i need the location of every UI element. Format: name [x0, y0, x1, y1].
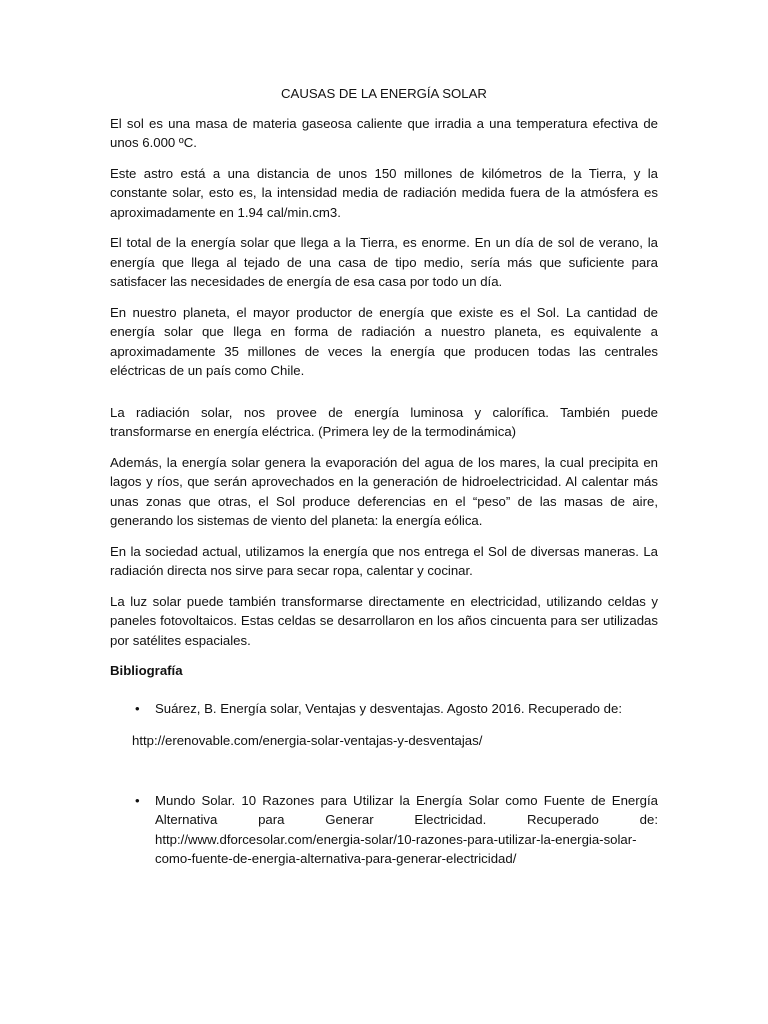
paragraph-4: En nuestro planeta, el mayor productor de energía que existe es el Sol. La cantidad de energía solar que llega en forma de radiación a nuestro planeta, es equivalente a aproximadamente 35 millones de veces la energía que producen todas las centrales eléctricas de un país como Chile. [110, 304, 658, 378]
bullet-icon: • [135, 700, 140, 716]
bibliography-link[interactable]: http://erenovable.com/energia-solar-ventajas-y-desventajas/ [132, 733, 483, 748]
paragraph-8: La luz solar puede también transformarse directamente en electricidad, utilizando celdas y paneles fotovoltaicos. Estas celdas se desarrollaron en los años cincuenta para ser utilizadas por satélites espaciales. [110, 593, 658, 648]
bibliography-list [110, 699, 658, 719]
paragraph-2: Este astro está a una distancia de unos 150 millones de kilómetros de la Tierra, y la constante solar, esto es, la intensidad media de radiación medida fuera de la atmósfera es aproximadamente en 1.94 cal/min.cm3. [110, 165, 658, 220]
bibliography-entry-text: Suárez, B. Energía solar, Ventajas y desventajas. Agosto 2016. Recuperado de: [155, 700, 622, 716]
paragraph-3: El total de la energía solar que llega a la Tierra, es enorme. En un día de sol de verano, la energía que llega al tejado de una casa de tipo medio, sería más que suficiente para satisfacer las necesidades de energía de esa casa por todo un día. [110, 235, 658, 289]
paragraph-6: Además, la energía solar genera la evaporación del agua de los mares, la cual precipita en lagos y ríos, que serán aprovechados en la generación de hidroelectricidad. Al calentar más unas zonas que otras, el Sol produce deferencias en el “peso” de las masas de aire, generando los sistemas de viento del planeta: la energía eólica. [110, 454, 658, 528]
paragraph-7: En la sociedad actual, utilizamos la energía que nos entrega el Sol de diversas maneras. La radiación directa nos sirve para secar ropa, calentar y cocinar. [110, 543, 658, 578]
bibliography-heading: Bibliografía [110, 663, 183, 678]
document-title: CAUSAS DE LA ENERGÍA SOLAR [281, 86, 487, 101]
paragraph-5: La radiación solar, nos provee de energía luminosa y calorífica. También puede transformarse en energía eléctrica. (Primera ley de la termodinámica) [110, 404, 658, 439]
paragraph-1: El sol es una masa de materia gaseosa caliente que irradia a una temperatura efectiva de unos 6.000 ºC. [110, 115, 658, 150]
bibliography-list-2 [110, 791, 658, 869]
bibliography-entry-text: Mundo Solar. 10 Razones para Utilizar la Energía Solar como Fuente de Energía Alternativa para Generar Electricidad. Recuperado de: http://www.dforcesolar.com/energia-solar/10-razones-para-utilizar-la-energia-solar-como-fuente-de-energia-alternativa-para-generar-electricidad/ [155, 792, 658, 866]
bullet-icon: • [135, 792, 140, 808]
document-body [110, 84, 658, 869]
bibliography-entry-2 [110, 791, 658, 869]
bibliography-entry-1 [110, 699, 658, 719]
